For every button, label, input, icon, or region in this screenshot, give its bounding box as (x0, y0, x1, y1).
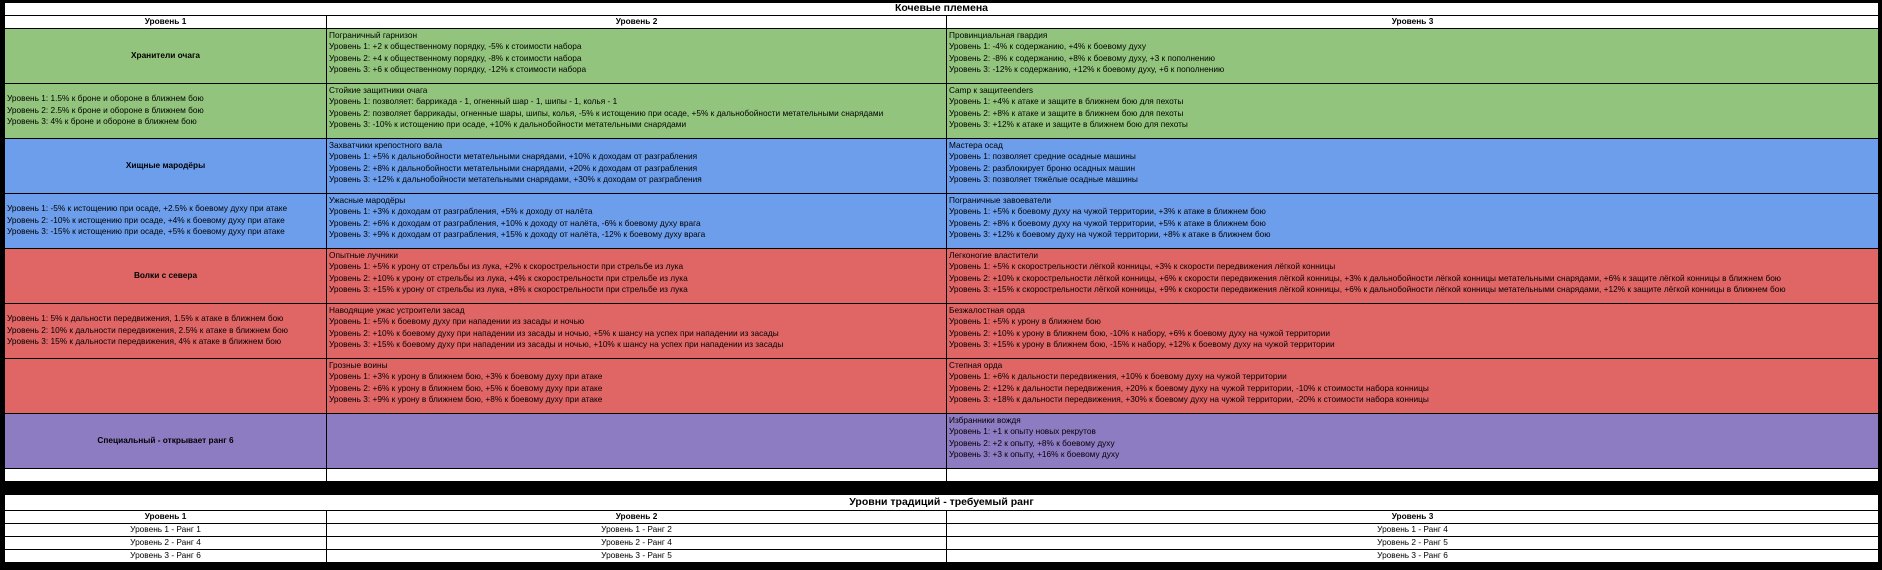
tradition-name: Избранники вождя (949, 414, 1021, 425)
level2-tradition (327, 248, 947, 303)
ranks-row (5, 536, 1879, 549)
level2-tradition (327, 83, 947, 138)
level2-tradition (327, 28, 947, 83)
text-line: Уровень 2: +8% к боевому духу на чужой территории, +5% к атаке в ближнем бою (949, 217, 1266, 228)
text-line: Уровень 2: +8% к атаке и защите в ближнем бою для пехоты (949, 107, 1184, 118)
tradition-row (5, 83, 1879, 138)
level3-tradition (947, 28, 1879, 83)
tradition-name: Ужасные мародёры (329, 194, 406, 205)
text-line: Уровень 3: -12% к содержанию, +12% к боевому духу, +6 к пополнению (949, 64, 1225, 74)
text-line: Уровень 1: +5% к дальнобойности метательными снарядами, +10% к доходам от разграбления (329, 151, 698, 161)
text-line: Уровень 2: +4 к общественному порядку, -8% к стоимости набора (329, 52, 582, 63)
level2-tradition (327, 413, 947, 468)
text-line: Уровень 3: +3 к опыту, +16% к боевому духу (949, 449, 1120, 459)
text-line: Уровень 1: +5% к урону в ближнем бою (949, 316, 1101, 326)
tradition-name: Наводящие ужас устроители засад (329, 304, 465, 315)
level1-cell (5, 193, 327, 248)
text-line: Уровень 3: 4% к броне и обороне в ближнем бою (7, 116, 197, 127)
tradition-name: Грозные воины (329, 359, 388, 370)
header-row (5, 16, 1879, 29)
level3-tradition (947, 83, 1879, 138)
level3-tradition (947, 248, 1879, 303)
tradition-name: Легконогие властители (949, 249, 1038, 260)
text-line: Уровень 1: -4% к содержанию, +4% к боевому духу (949, 41, 1146, 51)
level1-cell (5, 303, 327, 358)
level3-tradition (947, 413, 1879, 468)
text-line: Уровень 1: позволяет средние осадные машины (949, 151, 1136, 161)
text-line: Уровень 2: +8% к дальнобойности метательными снарядами, +20% к доходам от разграбления (329, 162, 698, 173)
text-line: Уровень 3: -10% к истощению при осаде, +10% к дальнобойности метательными снарядами (329, 119, 687, 129)
text-line: Уровень 3: +15% к боевому духу при нападении из засады и ночью, +10% к шансу на успех при нападении из засады (329, 339, 784, 349)
tradition-name: Пограничный гарнизон (329, 29, 418, 40)
text-line: Уровень 1: +5% к скорострельности лёгкой конницы, +3% к скорости передвижения лёгкой конницы (949, 261, 1336, 271)
text-line: Уровень 1: 1.5% к броне и обороне в ближнем бою (7, 93, 204, 104)
text-line: Уровень 1: +6% к дальности передвижения, +10% к боевому духу на чужой территории (949, 371, 1287, 381)
text-line: Уровень 3: +12% к боевому духу на чужой территории, +8% к атаке в ближнем бою (949, 229, 1271, 239)
level1-cell (5, 358, 327, 413)
text-line: Уровень 2: +12% к дальности передвижения, +20% к боевому духу на чужой территории, -10% к стоимости набора конницы (949, 382, 1429, 393)
tradition-name: Стойкие защитники очага (329, 84, 428, 95)
column-header: Уровень 3 (947, 16, 1879, 29)
sheet-title: Кочевые племена (5, 3, 1879, 16)
rank-cell: Уровень 3 - Ранг 5 (327, 549, 947, 562)
text-line: Уровень 1: +5% к боевому духу при нападении из засады и ночью (329, 316, 585, 326)
text-line: Уровень 3: -15% к истощению при осаде, +5% к боевому духу при атаке (7, 226, 285, 237)
text-line: Уровень 2: 10% к дальности передвижения, 2.5% к атаке в ближнем бою (7, 324, 289, 335)
text-line: Уровень 1: +2 к общественному порядку, -5% к стоимости набора (329, 41, 582, 51)
text-line: Уровень 3: +15% к урону от стрельбы из лука, +8% к скорострельности при стрельбе из лука (329, 284, 688, 294)
text-line: Уровень 1: 5% к дальности передвижения, 1.5% к атаке в ближнем бою (7, 313, 284, 324)
text-line: Уровень 1: +5% к боевому духу на чужой территории, +3% к атаке в ближнем бою (949, 206, 1266, 216)
level3-tradition (947, 358, 1879, 413)
title-row (5, 3, 1879, 16)
ranks-row (5, 549, 1879, 562)
rank-cell: Уровень 1 - Ранг 2 (327, 523, 947, 536)
tradition-row (5, 138, 1879, 193)
level2-tradition (327, 193, 947, 248)
ranks-title: Уровни традиций - требуемый ранг (5, 495, 1879, 511)
level1-cell (5, 83, 327, 138)
rank-cell: Уровень 3 - Ранг 6 (947, 549, 1879, 562)
text-line: Уровень 3: +18% к дальности передвижения, +30% к боевому духу на чужой территории, -20% к стоимости набора конницы (949, 394, 1429, 404)
ranks-row (5, 523, 1879, 536)
text-line: Уровень 3: +12% к дальнобойности метательными снарядами, +30% к доходам от разграбления (329, 174, 702, 184)
text-line: Уровень 3: +15% к урону в ближнем бою, -15% к набору, +12% к боевому духу на чужой территории (949, 339, 1335, 349)
text-line: Уровень 1: -5% к истощению при осаде, +2.5% к боевому духу при атаке (7, 203, 288, 214)
text-line: Уровень 1: +5% к урону от стрельбы из лука, +2% к скорострельности при стрельбе из лука (329, 261, 684, 271)
tradition-name: Безжалостная орда (949, 304, 1025, 315)
level3-tradition (947, 193, 1879, 248)
text-line: Уровень 3: 15% к дальности передвижения, 4% к атаке в ближнем бою (7, 336, 282, 347)
text-line: Уровень 3: +12% к атаке и защите в ближнем бою для пехоты (949, 119, 1188, 129)
group-name: Хранители очага (5, 28, 327, 83)
text-line: Уровень 2: +10% к урону от стрельбы из лука, +4% к скорострельности при стрельбе из лука (329, 272, 688, 283)
rank-cell: Уровень 2 - Ранг 5 (947, 536, 1879, 549)
empty-cell (947, 468, 1879, 481)
text-line: Уровень 1: +4% к атаке и защите в ближнем бою для пехоты (949, 96, 1184, 106)
text-line: Уровень 1: позволяет: баррикада - 1, огненный шар - 1, шипы - 1, колья - 1 (329, 96, 618, 106)
text-line: Уровень 3: +9% к урону в ближнем бою, +8% к боевому духу при атаке (329, 394, 603, 404)
text-line: Уровень 3: позволяет тяжёлые осадные машины (949, 174, 1138, 184)
tradition-row (5, 358, 1879, 413)
level2-tradition (327, 358, 947, 413)
rank-cell: Уровень 1 - Ранг 4 (947, 523, 1879, 536)
rank-cell: Уровень 3 - Ранг 6 (5, 549, 327, 562)
column-header: Уровень 1 (5, 16, 327, 29)
level3-tradition (947, 303, 1879, 358)
empty-cell (327, 468, 947, 481)
text-line: Уровень 2: +10% к урону в ближнем бою, -10% к набору, +6% к боевому духу на чужой территории (949, 327, 1331, 338)
text-line: Уровень 2: +6% к доходам от разграбления, +10% к доходу от налёта, -6% к боевому духу врага (329, 217, 701, 228)
text-line: Уровень 2: разблокирует броню осадных машин (949, 162, 1136, 173)
tradition-name: Степная орда (949, 359, 1003, 370)
text-line: Уровень 2: позволяет баррикады, огненные шары, шипы, колья, -5% к истощению при осаде, +5% к дальнобойности метательными снарядами (329, 107, 884, 118)
spacer-row (5, 468, 1879, 481)
level2-tradition (327, 303, 947, 358)
tradition-name: Опытные лучники (329, 249, 398, 260)
rank-cell: Уровень 2 - Ранг 4 (5, 536, 327, 549)
text-line: Уровень 1: +3% к доходам от разграбления, +5% к доходу от налёта (329, 206, 593, 216)
ranks-table (4, 494, 1879, 563)
text-line: Уровень 2: +10% к скорострельности лёгкой конницы, +6% к скорости передвижения лёгкой конницы, +3% к дальнобойности лёгкой конницы метательными снарядами, +6% к защите лёгкой конницы в ближнем бою (949, 272, 1782, 283)
tradition-name: Захватчики крепостного вала (329, 139, 443, 150)
level3-tradition (947, 138, 1879, 193)
traditions-table (4, 2, 1879, 482)
tradition-name: Мастера осад (949, 139, 1003, 150)
text-line: Уровень 2: 2.5% к броне и обороне в ближнем бою (7, 104, 204, 115)
text-line: Уровень 2: +6% к урону в ближнем бою, +5% к боевому духу при атаке (329, 382, 603, 393)
rank-cell: Уровень 1 - Ранг 1 (5, 523, 327, 536)
tradition-row (5, 28, 1879, 83)
tradition-row (5, 303, 1879, 358)
tradition-name: Провинциальная гвардия (949, 29, 1048, 40)
text-line: Уровень 2: +10% к боевому духу при нападении из засады и ночью, +5% к шансу на успех при нападении из засады (329, 327, 779, 338)
text-line: Уровень 3: +15% к скорострельности лёгкой конницы, +9% к скорости передвижения лёгкой конницы, +6% к дальнобойности лёгкой конницы метательными снарядами, +12% к защите лёгкой конницы в ближнем бою (949, 284, 1786, 294)
ranks-column-header: Уровень 2 (327, 511, 947, 524)
group-name: Волки с севера (5, 248, 327, 303)
text-line: Уровень 3: +6 к общественному порядку, -12% к стоимости набора (329, 64, 587, 74)
text-line: Уровень 3: +9% к доходам от разграбления, +15% к доходу от налёта, -12% к боевому духу врага (329, 229, 706, 239)
tradition-name: Пограничные завоеватели (949, 194, 1052, 205)
text-line: Уровень 2: +2 к опыту, +8% к боевому духу (949, 437, 1115, 448)
ranks-column-header: Уровень 1 (5, 511, 327, 524)
level2-tradition (327, 138, 947, 193)
text-line: Уровень 1: +1 к опыту новых рекрутов (949, 426, 1096, 436)
text-line: Уровень 2: -10% к истощению при осаде, +4% к боевому духу при атаке (7, 214, 285, 225)
group-name: Специальный - открывает ранг 6 (5, 413, 327, 468)
text-line: Уровень 2: -8% к содержанию, +8% к боевому духу, +3 к пополнению (949, 52, 1215, 63)
ranks-column-header: Уровень 3 (947, 511, 1879, 524)
tradition-row (5, 413, 1879, 468)
ranks-header-row (5, 511, 1879, 524)
tradition-name: Camp к защитeenders (949, 84, 1034, 95)
column-header: Уровень 2 (327, 16, 947, 29)
tradition-row (5, 248, 1879, 303)
text-line: Уровень 1: +3% к урону в ближнем бою, +3% к боевому духу при атаке (329, 371, 603, 381)
ranks-title-row (5, 495, 1879, 511)
group-name: Хищные мародёры (5, 138, 327, 193)
tradition-row (5, 193, 1879, 248)
empty-cell (5, 468, 327, 481)
rank-cell: Уровень 2 - Ранг 4 (327, 536, 947, 549)
